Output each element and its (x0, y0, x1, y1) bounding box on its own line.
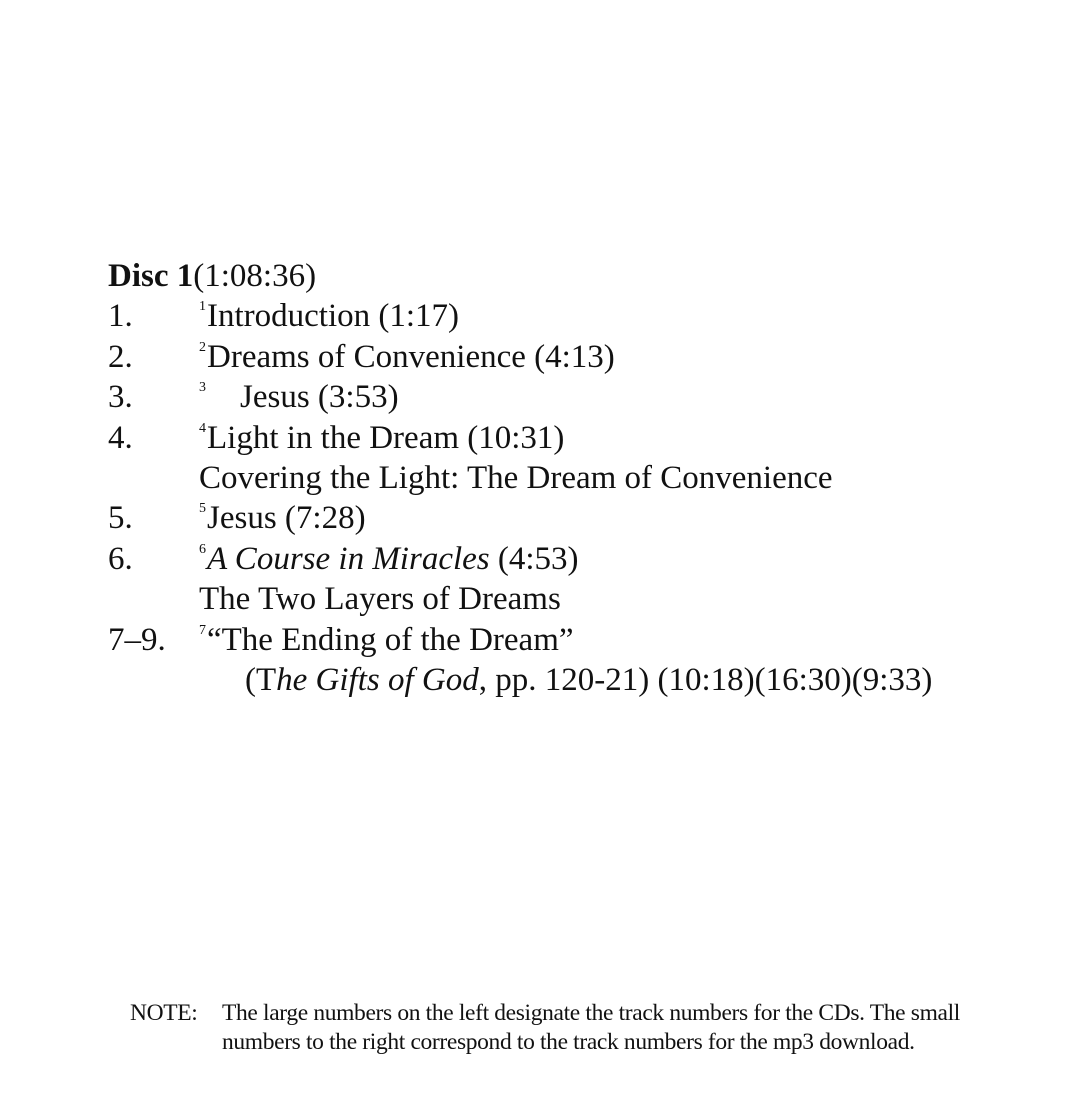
note-label: NOTE: (130, 1000, 198, 1026)
mp3-track-number: 2 (199, 339, 206, 355)
note-text: The large numbers on the left designate the track numbers for the CDs. The small numbers to the right correspond to the track numbers for the mp3 download. (222, 1000, 960, 1055)
cd-track-number: 2. (108, 338, 133, 375)
track-row (108, 498, 1068, 538)
track-title: Jesus (3:53) (240, 379, 399, 416)
mp3-track-number: 7 (199, 622, 206, 638)
section-heading-row (108, 458, 1068, 498)
track-row (108, 418, 1068, 458)
cd-track-number: 3. (108, 379, 133, 416)
track-title: Light in the Dream (10:31) (207, 419, 565, 456)
track-listing (108, 256, 1068, 700)
disc-heading (108, 256, 1068, 296)
source-prefix: (T (245, 661, 277, 698)
track-title-italic: A Course in Miracles (207, 540, 490, 577)
cd-track-number: 5. (108, 500, 133, 537)
track-row (108, 620, 1068, 660)
track-title: Dreams of Convenience (4:13) (207, 338, 615, 375)
section-heading: Covering the Light: The Dream of Convenience (199, 459, 833, 496)
track-title: “The Ending of the Dream” (207, 621, 574, 658)
disc-label: Disc 1 (108, 258, 194, 294)
cd-track-number: 1. (108, 298, 133, 335)
cd-track-number: 4. (108, 419, 133, 456)
track-title: Introduction (1:17) (207, 298, 460, 335)
track-duration: (4:53) (489, 540, 579, 577)
source-title-italic: he Gifts of God (276, 661, 479, 698)
cd-track-number: 6. (108, 540, 133, 577)
mp3-track-number: 1 (199, 299, 206, 315)
mp3-track-number: 6 (199, 541, 206, 557)
mp3-track-number: 3 (199, 380, 206, 396)
section-heading: The Two Layers of Dreams (199, 581, 561, 618)
disc-duration: (1:08:36) (193, 258, 317, 294)
track-row (108, 377, 1068, 417)
track-continuation-row (108, 660, 1068, 700)
cd-track-number: 7–9. (108, 621, 166, 658)
source-details: , pp. 120-21) (10:18)(16:30)(9:33) (478, 661, 933, 698)
track-row (108, 539, 1068, 579)
track-row (108, 296, 1068, 336)
mp3-track-number: 5 (199, 501, 206, 517)
section-heading-row (108, 579, 1068, 619)
track-source (245, 660, 932, 700)
track-title: Jesus (7:28) (207, 500, 366, 537)
mp3-track-number: 4 (199, 420, 206, 436)
track-row (108, 337, 1068, 377)
